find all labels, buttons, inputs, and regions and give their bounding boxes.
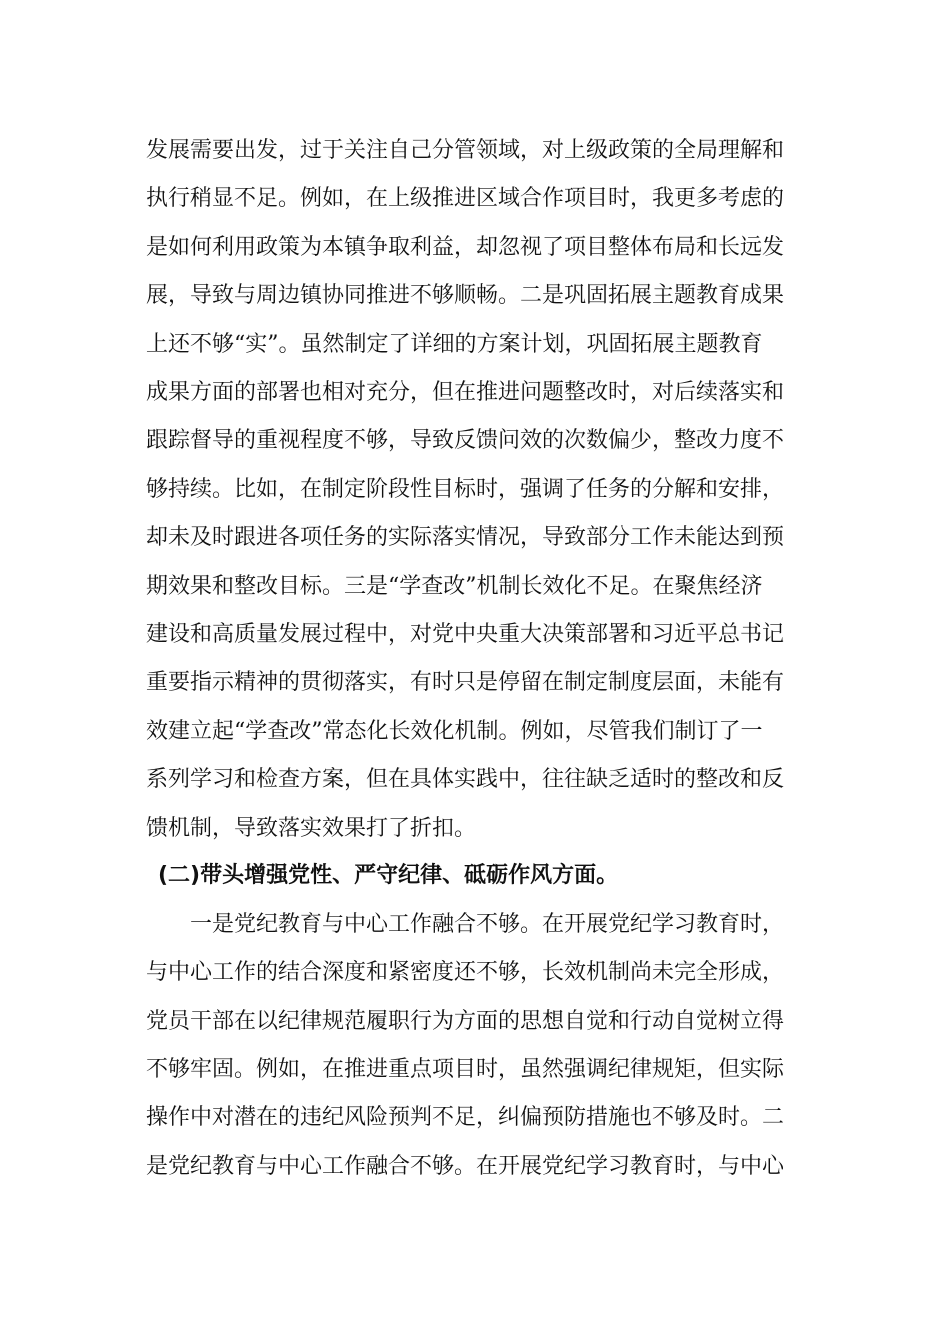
- text-line: 建设和高质量发展过程中，对党中央重大决策部署和习近平总书记: [146, 622, 785, 647]
- text-line: 重要指示精神的贯彻落实，有时只是停留在制定制度层面，未能有: [146, 670, 785, 695]
- text-line: 系列学习和检查方案，但在具体实践中，往往缺乏适时的整改和反: [146, 767, 785, 792]
- section-heading: (二)带头增强党性、严守纪律、砥砺作风方面。: [158, 863, 619, 888]
- text-line: 不够牢固。例如，在推进重点项目时，虽然强调纪律规矩，但实际: [146, 1057, 785, 1082]
- text-line: 发展需要出发，过于关注自己分管领域，对上级政策的全局理解和: [146, 138, 785, 163]
- text-line: 是如何利用政策为本镇争取利益，却忽视了项目整体布局和长远发: [146, 235, 785, 260]
- text-line: 期效果和整改目标。三是“学查改”机制长效化不足。在聚焦经济: [146, 574, 763, 599]
- text-line: 够持续。比如，在制定阶段性目标时，强调了任务的分解和安排，: [146, 477, 785, 502]
- text-line: 跟踪督导的重视程度不够，导致反馈问效的次数偏少，整改力度不: [146, 428, 785, 453]
- text-line: 却未及时跟进各项任务的实际落实情况，导致部分工作未能达到预: [146, 525, 785, 550]
- text-line: 党员干部在以纪律规范履职行为方面的思想自觉和行动自觉树立得: [146, 1009, 785, 1034]
- text-line: 展，导致与周边镇协同推进不够顺畅。二是巩固拓展主题教育成果: [146, 283, 785, 308]
- text-line: 馈机制，导致落实效果打了折扣。: [146, 816, 477, 841]
- text-line: 成果方面的部署也相对充分，但在推进问题整改时，对后续落实和: [146, 380, 785, 405]
- text-line: 执行稍显不足。例如，在上级推进区域合作项目时，我更多考虑的: [146, 186, 785, 211]
- text-line: 是党纪教育与中心工作融合不够。在开展党纪学习教育时，与中心: [146, 1154, 785, 1179]
- text-line: 与中心工作的结合深度和紧密度还不够，长效机制尚未完全形成，: [146, 960, 785, 985]
- text-line: 上还不够“实”。虽然制定了详细的方案计划，巩固拓展主题教育: [146, 332, 763, 357]
- text-line: 操作中对潜在的违纪风险预判不足，纠偏预防措施也不够及时。二: [146, 1105, 785, 1130]
- text-line: 一是党纪教育与中心工作融合不够。在开展党纪学习教育时，: [190, 912, 785, 937]
- text-line: 效建立起“学查改”常态化长效化机制。例如，尽管我们制订了一: [146, 719, 763, 744]
